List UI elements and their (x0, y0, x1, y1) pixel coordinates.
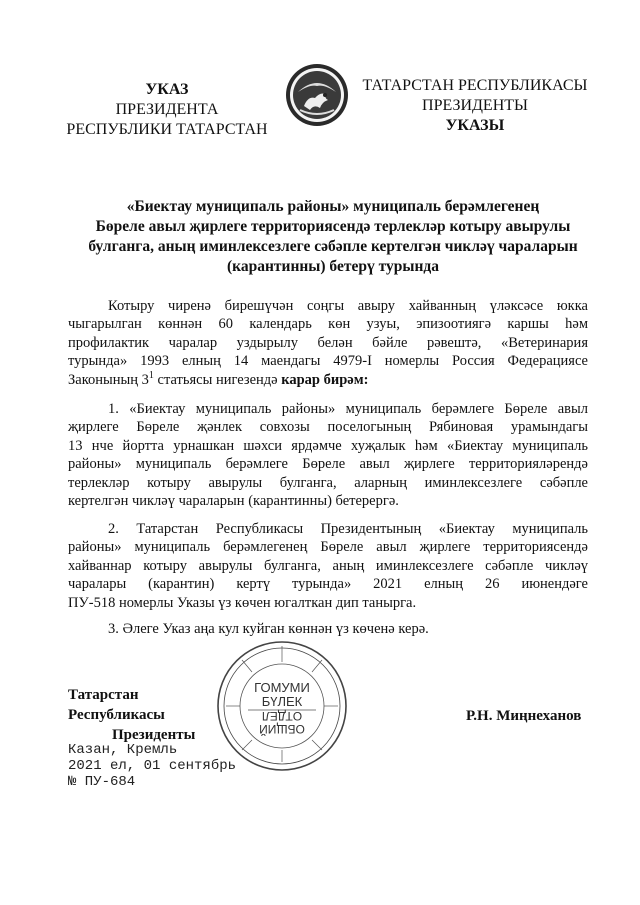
item-line: районы» муниципаль берәмлегенең Бөреле авыл җирлеге территориясендә (68, 539, 588, 556)
position-line: Татарстан Республикасы (68, 687, 165, 723)
item-3-paragraph (68, 620, 588, 638)
header-right-line1: ТАТАРСТАН РЕСПУБЛИКАСЫ (362, 77, 588, 94)
decree-footer (68, 742, 236, 790)
preamble-line: турында» 1993 елның 14 маендагы 4979-I номерлы Россия Федерациясе (68, 353, 588, 370)
item-line: ПУ-518 номерлы Указы үз көчен югалткан дип танырга. (68, 594, 417, 611)
item-line: терлекләр котыру авырулы булганга, аларның иминлексезлеге сәбәпле (68, 474, 588, 491)
stamp-text-3: ОТДЕЛ (261, 709, 303, 723)
preamble-line (68, 371, 588, 389)
signatory-position (68, 685, 228, 745)
stamp-text-4: ОБЩИЙ (259, 722, 305, 736)
item-line: кертелгән чикләү чараларын (карантинны) бетерергә. (68, 493, 399, 510)
law-ref-tail: статьясы нигезендә (153, 371, 282, 388)
preamble-line: чыгарылган көннән 60 календарь көн узуы, эпизоотиягә каршы һәм (68, 316, 588, 333)
title-line: булганга, аның иминлексезлеге сәбәпле кертелгән чикләү чараларын (88, 238, 578, 255)
header-right-line3: УКАЗЫ (445, 117, 505, 134)
item-line: чаралары (карантин) кертү турында» 2021 елның 26 июнендәге (68, 576, 588, 593)
decree-title (66, 197, 600, 277)
title-line: (карантинны) бетерү турында (226, 258, 440, 275)
header-left-line3: РЕСПУБЛИКИ ТАТАРСТАН (66, 121, 268, 138)
item-line: 3. Әлеге Указ аңа кул куйган көннән үз көченә керә. (108, 621, 429, 637)
stamp-text-1: ГОМУМИ (254, 680, 310, 695)
tatarstan-emblem-icon (284, 62, 350, 128)
item-line: хайваннар котыру авырулы булганга, аның иминлексезлеге сәбәпле чикләү (68, 557, 588, 574)
preamble-paragraph (68, 297, 588, 389)
law-ref-text: Законының 3 (68, 371, 149, 388)
item-1-paragraph (68, 400, 588, 510)
item-line: районы» муниципаль берәмлеге Бөреле авыл җирлеге территорияләрендә (68, 456, 588, 473)
header-right-line2: ПРЕЗИДЕНТЫ (422, 97, 528, 114)
header-left-line1: УКАЗ (145, 81, 189, 98)
title-line: Бөреле авыл җирлеге территориясендә терлекләр котыру авырулы (95, 218, 571, 235)
signatory-name: Р.Н. Миңнеханов (466, 708, 582, 724)
header-left-line2: ПРЕЗИДЕНТА (115, 101, 219, 118)
item-line: 2. Татарстан Республикасы Президентының «Биектау муниципаль (108, 521, 588, 537)
item-line: 13 нче йортта урнашкан шәхси ярдәмче хуҗалык һәм «Биектау муниципаль (68, 437, 588, 454)
title-line: «Биектау муниципаль районы» муниципаль берәмлегенең (126, 198, 540, 215)
position-line: Президенты (112, 727, 196, 743)
header-russian (62, 80, 272, 140)
issue-place: Казан, Кремль (68, 742, 178, 758)
item-2-paragraph (68, 520, 588, 612)
stamp-text-2: БҮЛЕК (261, 694, 303, 709)
resolution-phrase: карар бирәм: (281, 371, 369, 388)
issue-date: 2021 ел, 01 сентябрь (68, 758, 237, 774)
item-line: 1. «Биектау муниципаль районы» муниципаль берәмлеге Бөреле авыл (108, 401, 588, 417)
item-line: җирлеге Бөреле җәнлек совхозы поселогының Рябиновая урамындагы (68, 419, 588, 436)
decree-number: № ПУ-684 (68, 774, 136, 790)
superscript: 1 (148, 369, 154, 381)
header-tatar (362, 76, 588, 136)
preamble-line: профилактик чаралар уздырылу белән бәйле рәвештә, «Ветеринария (68, 334, 588, 351)
preamble-line: Котыру чиренә бирешүчән соңгы авыру хайванның үләксәсе юкка (108, 298, 588, 314)
